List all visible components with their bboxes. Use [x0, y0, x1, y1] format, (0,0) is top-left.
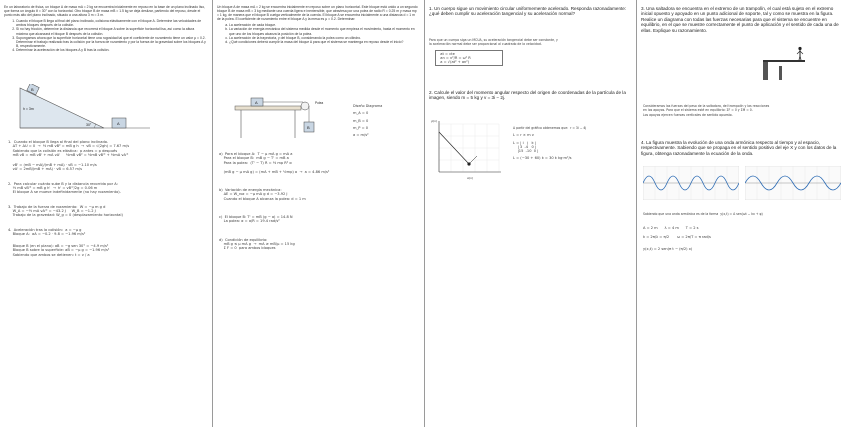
work-line: ½ mB vB'² = mB g h' → h' = vB'²/2g = 0.06 m	[8, 186, 98, 191]
work-line: en los apoyos. Para que el sistema esté en equilibrio: ΣF = 0 y ΣM = 0.	[643, 108, 753, 113]
work-line: mB vB = mB vB' + mA vA' ½mB vB² = ½mB vB'² + ½mA vA'²	[8, 152, 129, 157]
particle	[467, 162, 470, 165]
problem-1-item: 4. Determinar la aceleración de los bloques A y B tras la colisión.	[16, 48, 206, 52]
work-line: at = cte	[438, 51, 455, 56]
question-4-work	[643, 212, 843, 251]
work-line: a) Para el bloque A: T − μ mA g = mA a	[219, 152, 293, 156]
work-line: La polea: α = a/R = 19.4 rad/s²	[219, 219, 280, 224]
work-line: (mB g − μ mA g) = (mA + mB + ½mp) a → a = 4.86 m/s²	[219, 169, 330, 174]
work-box	[435, 50, 503, 67]
page-2-handwritten-work	[219, 152, 419, 251]
work-line: vB' = (mB − mA)/(mB + mA) · vB = −1.10 m/s	[8, 163, 97, 168]
problem-2-list	[217, 23, 419, 43]
work-line: Bloque B sobre la superficie: aB = −μ g = −1.96 m/s²	[8, 248, 110, 253]
height-label: h = 3m	[23, 107, 34, 111]
problem-1-item: 1. Cuando el bloque B llega al final del plano inclinado, colisiona elásticamente con el bloque A. Determine las velocidades de ambos bloques después de la colisión.	[16, 19, 206, 27]
pulley	[301, 102, 309, 110]
work-line: Σ F = 0 para ambos bloques	[219, 246, 276, 251]
work-line: 3. Trabajo de la fuerza de rozamiento: W = −μ m g d	[8, 204, 106, 209]
problem-1-intro-block	[4, 5, 206, 52]
table-surface	[235, 106, 301, 110]
work-line: a = √(at² + an²)	[438, 60, 470, 65]
work-line: d) Condición de equilibrio:	[219, 237, 268, 242]
work-line: ΔT + ΔU = 0 → ½ mB vB² = mB g h → vB = √(2gh) = 7.67 m/s	[8, 144, 130, 149]
problem-1-item: 2. Si no hay fricción, determine la distancia que recorrerá el bloque A sobre la superficie horizontal lisa, así como la altura máxima que alcanzará el bloque B después de la colisión.	[16, 27, 206, 35]
page-3	[425, 0, 636, 427]
block-b-label: B	[307, 125, 310, 130]
question-2: 2. Calcule el valor del momento angular respecto del origen de coordenadas de la partícula de la imagen, siendo m = 5 kg y v = 3i − 2j.	[429, 90, 626, 101]
diagram-entry: a = m/s²	[353, 133, 369, 138]
problem-2-item: a. La aceleración de cada bloque.	[229, 23, 419, 27]
page-4	[637, 0, 848, 427]
work-line: El bloque A se mueve indefinidamente (no hay rozamiento).	[8, 190, 121, 195]
work-line: 2. Para calcular cuánto sube B y la distancia recorrida por A:	[8, 181, 118, 186]
work-line: L = r × m v	[513, 133, 534, 138]
work-line: Cuando el bloque A alcanza la polea: d = 1 m	[219, 196, 306, 201]
work-line: L = | i j k |	[513, 140, 536, 145]
problem-2-intro: Un bloque A de masa mA = 2 kg se encuentra inicialmente en reposo sobre un plano horizontal. Este bloque está unido a un segundo bloque B de masa mB = 3 kg mediante una cuerda ligera e inextensible, que atraviesa por una polea de radio R = 0.25 m y masa mp = 1 kg, de manera que el bloque B cuelga verticalmente de la cuerda. El bloque A se encuentra inicialmente a una distancia d = 1 m de la polea. El coeficiente de rozamiento entre el bloque A y la mesa es μ = 0.2. Determinar:	[217, 5, 418, 22]
work-line: A partir del gráfico obtenemos que: r = 3i − 4j	[513, 126, 587, 130]
question-1: 1. Un cuerpo sigue un movimiento circular uniformemente acelerado. Responda razonadamente: ¿qué deben cumplir su aceleración tangencial y su aceleración normal?	[429, 6, 627, 17]
work-line: k = 2π/λ = π/2 ω = 2π/T = π rad/s	[643, 234, 711, 239]
inclined-plane-figure	[18, 84, 153, 130]
work-line: c) El bloque B: T' = mB (g − a) = 14.8 N	[219, 215, 293, 220]
problem-2-item: b. La variación de energía mecánica del sistema medida desde el momento que empieza el movimiento, hasta el momento en que uno de los bloques alcanza la posición de la polea.	[229, 27, 419, 35]
diver-leg	[800, 56, 801, 60]
work-line: 1. Cuando el bloque B llega al final del plano inclinado.	[8, 140, 109, 144]
work-line: 4. Aceleración tras la colisión: a = −μ g	[8, 227, 82, 232]
work-line: Bloque B (en el plano): aB = −g sen 30° = −4.9 m/s²	[8, 244, 109, 249]
diagram-entry: m_A = 0	[353, 111, 369, 116]
question-3: 3. Una saltadora se encuentra en el extremo de un trampolín, el cual está sujeto en el extremo inicial opuesto y apoyado en un punto adicional de soporte, tal y como se muestra en la figura. Realice un diagrama con todas las fuerzas necesarias para que el sistema se encuentre en equilibrio, en el que se muestre correctamente el punto de aplicación y el sentido de cada una de ellas. Explique su razonamiento.	[641, 6, 839, 33]
page-2	[213, 0, 424, 427]
diagram-entry: m_B = 0	[353, 118, 369, 123]
page-1	[0, 0, 212, 427]
problem-1-intro: En un laboratorio de física, un bloque A de masa mA = 2 kg se encuentra inicialmente en reposo en la base de un plano inclinado liso, que forma un ángulo θ = 30° con la horizontal. Otro bloque B de masa mB = 1.5 kg se deja deslizar, partiendo del reposo, desde el punto más alto del plano inclinado, situado a una altura 3 m = 3 m.	[4, 5, 206, 18]
work-line: Los apoyos ejercen fuerzas verticales de sentido opuesto.	[643, 112, 733, 117]
wave-space-graph	[745, 166, 841, 200]
board-support	[763, 62, 768, 80]
work-line: la aceleración normal debe ser proporcional al cuadrado de la velocidad.	[429, 42, 542, 47]
question-3-work	[643, 104, 843, 117]
page-1-handwritten-work	[8, 140, 208, 257]
work-line: A = 2 m λ = 4 m T = 2 s	[643, 226, 699, 231]
work-line: Bloque A: aA = −0.2 · 9.8 = −1.96 m/s²	[8, 231, 86, 236]
diagram-entry: m_P = 0	[353, 125, 369, 130]
work-line: Para el bloque B: mB g − T' = mB a	[219, 156, 289, 161]
particle-position-graph	[431, 118, 503, 180]
problem-1-list	[4, 19, 206, 52]
work-line: y(x,t) = 2 sen(π t − (π/2) x)	[643, 246, 693, 251]
problem-2-item: c. La aceleración de la trayectoria, y del bloque B, considerando la polea como un cilindro.	[229, 36, 419, 40]
work-line: ΔE = W_roz = −μ mA g d = −3.92 J	[219, 192, 288, 197]
question-2-work	[513, 126, 633, 161]
board-support	[779, 66, 782, 80]
work-line: Trabajo de la gravedad: W_g = 0 (desplazamiento horizontal)	[8, 213, 123, 218]
y-axis-label: y(m)	[431, 119, 437, 123]
work-line: mB g ≤ μ mA g → mA ≥ mB/μ = 15 kg	[219, 241, 295, 246]
work-line: an = v²/R = ω² R	[438, 55, 471, 60]
question-4: 4. La figura muestra la evolución de una onda armónica respecto al tiempo y al espacio, respectivamente. Sabiendo que se propaga en el sentido positivo del eje X y con los datos de la figura, obtenga razonadamente la ecuación de la onda.	[641, 140, 837, 156]
work-line: W_A = −½ mA vA'² = −43.2 J W_B = −1.2 J	[8, 208, 96, 213]
work-line: | 3 -4 0 |	[513, 144, 537, 149]
block-a-label: A	[117, 121, 120, 126]
free-body-diagram	[353, 104, 415, 137]
x-axis-label: x(m)	[467, 176, 473, 180]
diving-board-figure	[761, 46, 809, 82]
pulley-label: Polea	[315, 101, 324, 105]
diagram-title: Diseño Diagrama	[353, 104, 383, 108]
work-line: Sabiendo que una onda armónica es de la forma y(x,t) = A sen(ωt − kx + φ)	[643, 212, 763, 216]
work-line: Sabiendo que la colisión es elástica: p antes = p después	[8, 148, 118, 153]
work-line: Para la polea: (T' − T) R = ½ mp R² α	[219, 160, 292, 165]
pulley-figure	[231, 90, 341, 140]
work-line: L = (−30 + 60) k = 30 k kg·m²/s	[513, 156, 572, 161]
question-1-work	[429, 38, 631, 66]
work-line: Consideramos las fuerzas del peso de la saltadora, del trampolín y las reacciones	[643, 104, 770, 108]
work-line: vA' = 2mB/(mB + mA) · vB = 6.57 m/s	[8, 167, 82, 172]
work-line: b) Variación de energía mecánica:	[219, 188, 282, 193]
angle-label: 30°	[86, 123, 92, 127]
diving-board	[763, 60, 805, 62]
problem-1-item: 3. Supongamos ahora que la superficie horizontal tiene una rugosidad tal que el coeficiente de rozamiento tiene un valor μ = 0.2. Determinar el trabajo realizado tras la colisión por la fuerza de rozamiento y por la fuerza de la gravedad sobre los bloques A y B, respectivamente.	[16, 36, 206, 48]
block-a-label: A	[255, 100, 258, 105]
work-line: Sabiendo que ambos se detienen: t = v / a	[8, 252, 90, 257]
problem-2-intro-block	[217, 5, 419, 44]
wave-time-graph	[643, 166, 739, 200]
work-line: Para que un cuerpo siga un MCUA, su aceleración tangencial debe ser constante, y	[429, 38, 558, 42]
work-line: |15 -10 0 |	[513, 149, 539, 154]
block-b-label: B	[31, 87, 34, 92]
problem-2-item: d. ¿Qué condiciones deberá cumplir la masa del bloque A para que el sistema se mantenga en reposo desde el inicio?	[229, 40, 419, 44]
diver-head	[798, 47, 801, 50]
